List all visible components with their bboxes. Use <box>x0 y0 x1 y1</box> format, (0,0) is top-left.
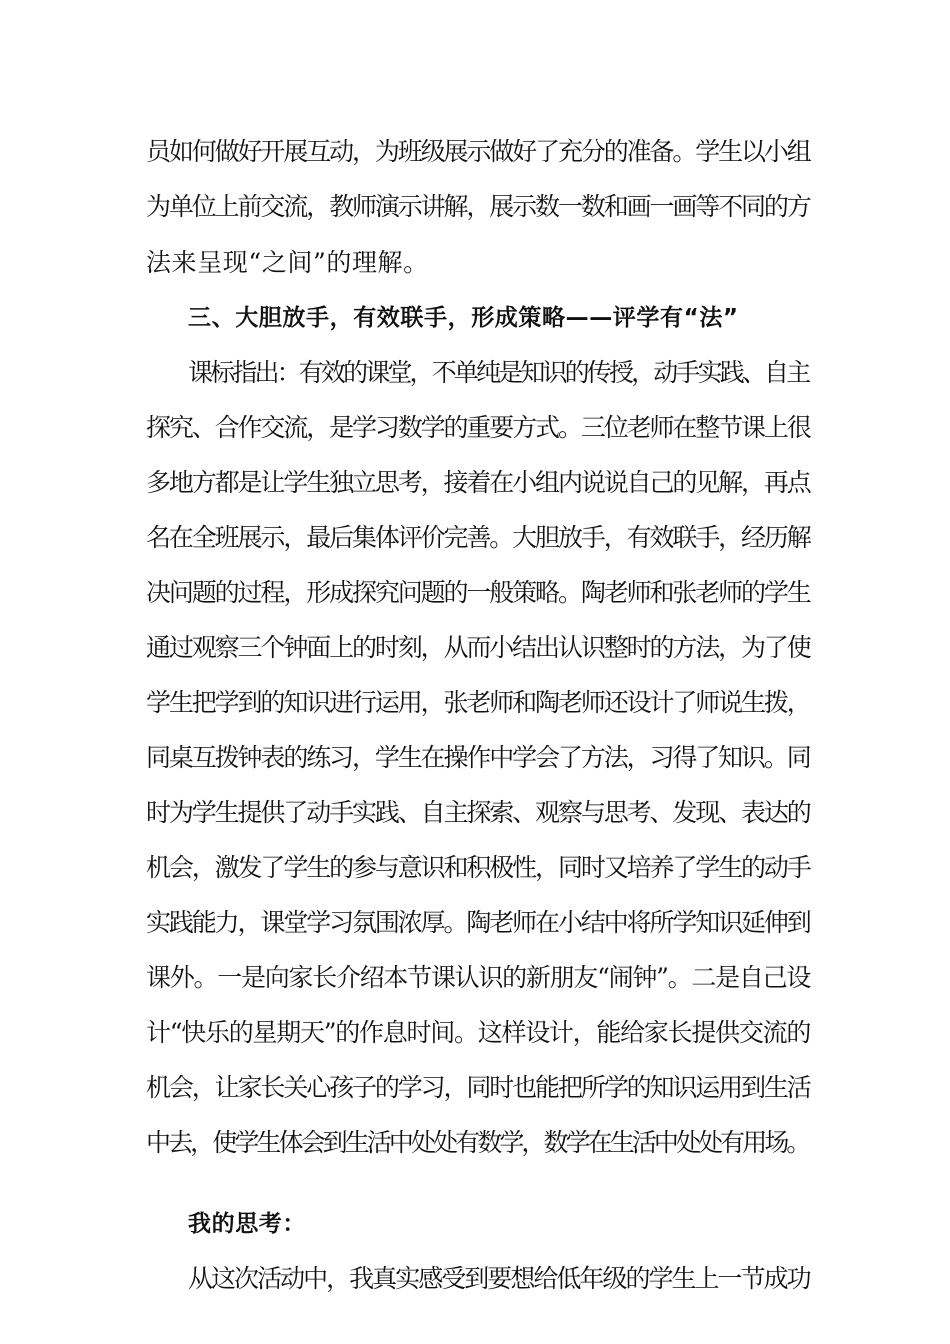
paragraph-line: 同桌互拨钟表的练习，学生在操作中学会了方法，习得了知识。同 <box>146 743 810 772</box>
paragraph-line: 计“快乐的星期天”的作息时间。这样设计，能给家长提供交流的 <box>146 1018 811 1047</box>
paragraph-line: 学生把学到的知识进行运用，张老师和陶老师还设计了师说生拨， <box>146 688 810 717</box>
paragraph-line: 决问题的过程，形成探究问题的一般策略。陶老师和张老师的学生 <box>146 578 810 607</box>
paragraph-line: 探究、合作交流，是学习数学的重要方式。三位老师在整节课上很 <box>146 413 810 442</box>
paragraph-line: 多地方都是让学生独立思考，接着在小组内说说自己的见解，再点 <box>146 468 810 497</box>
paragraph-line: 机会，激发了学生的参与意识和积极性，同时又培养了学生的动手 <box>146 853 810 882</box>
paragraph-line: 课标指出：有效的课堂，不单纯是知识的传授，动手实践、自主 <box>188 358 809 387</box>
thinking-heading: 我的思考： <box>188 1211 306 1237</box>
paragraph-line: 员如何做好开展互动，为班级展示做好了充分的准备。学生以小组 <box>146 137 810 166</box>
section-heading: 三、大胆放手，有效联手，形成策略——评学有“法” <box>188 305 739 331</box>
paragraph-line: 中去，使学生体会到生活中处处有数学，数学在生活中处处有用场。 <box>146 1128 809 1157</box>
paragraph-line: 机会，让家长关心孩子的学习，同时也能把所学的知识运用到生活 <box>146 1073 810 1102</box>
paragraph-line: 名在全班展示，最后集体评价完善。大胆放手，有效联手，经历解 <box>146 523 810 552</box>
paragraph-line: 法来呈现“之间”的理解。 <box>146 248 429 277</box>
paragraph-line: 实践能力，课堂学习氛围浓厚。陶老师在小结中将所学知识延伸到 <box>146 908 810 937</box>
paragraph-line: 从这次活动中，我真实感受到要想给低年级的学生上一节成功 <box>188 1264 810 1293</box>
paragraph-line: 课外。一是向家长介绍本节课认识的新朋友“闹钟”。二是自己设 <box>146 963 811 992</box>
paragraph-line: 通过观察三个钟面上的时刻，从而小结出认识整时的方法，为了使 <box>146 633 810 662</box>
paragraph-line: 为单位上前交流，教师演示讲解，展示数一数和画一画等不同的方 <box>146 192 810 221</box>
paragraph-line: 时为学生提供了动手实践、自主探索、观察与思考、发现、表达的 <box>146 798 810 827</box>
